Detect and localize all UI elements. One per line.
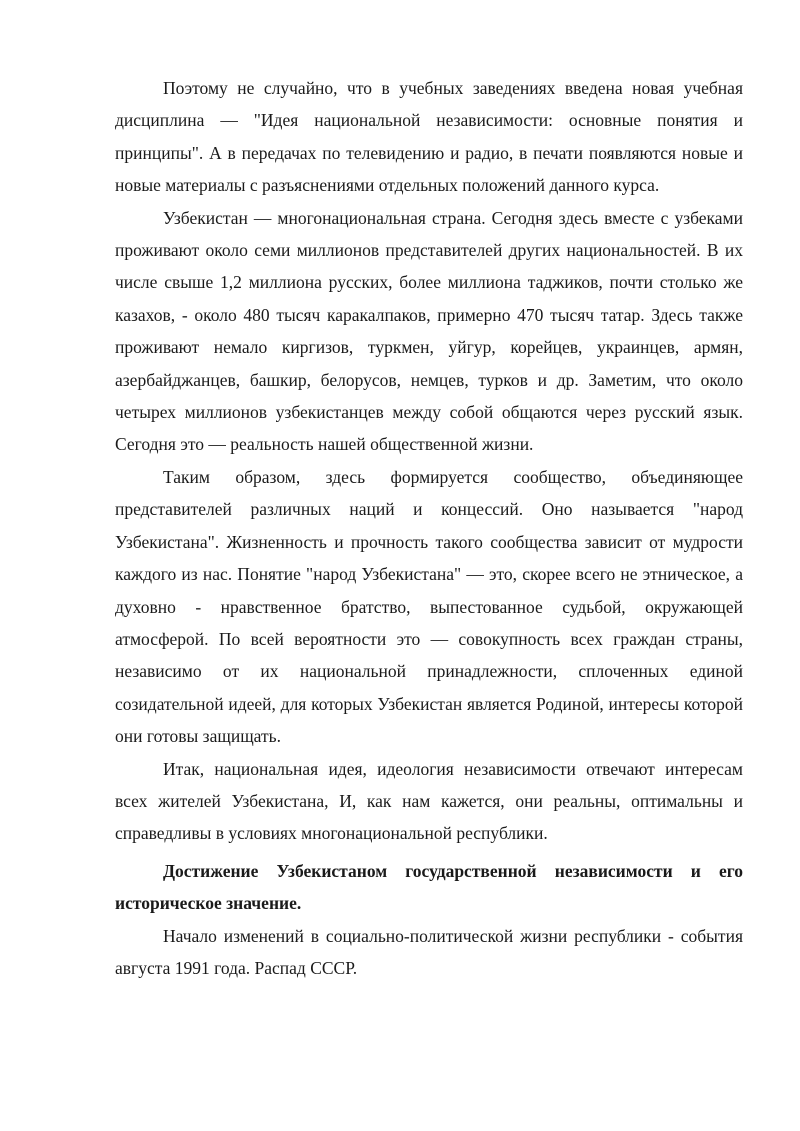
paragraph-4: Итак, национальная идея, идеология независимости отвечают интересам всех жителей Узбекистана, И, как нам кажется, они реальны, оптимальны и справедливы в условиях многонациональной республики. <box>115 758 743 844</box>
section-heading: Достижение Узбекистаном государственной независимости и его историческое значение. <box>115 860 743 914</box>
document-body <box>115 72 743 984</box>
paragraph-2: Узбекистан — многонациональная страна. Сегодня здесь вместе с узбеками проживают около семи миллионов представителей других национальностей. В их числе свыше 1,2 миллиона русских, более миллиона таджиков, почти столько же казахов, - около 480 тысяч каракалпаков, примерно 470 тысяч татар. Здесь также проживают немало киргизов, туркмен, уйгур, корейцев, украинцев, армян, азербайджанцев, башкир, белорусов, немцев, турков и др. Заметим, что около четырех миллионов узбекистанцев между собой общаются через русский язык. Сегодня это — реальность нашей общественной жизни. <box>115 207 743 455</box>
paragraph-3: Таким образом, здесь формируется сообщество, объединяющее представителей различных наций и концессий. Оно называется "народ Узбекистана". Жизненность и прочность такого сообщества зависит от мудрости каждого из нас. Понятие "народ Узбекистана" — это, скорее всего не этническое, а духовно - нравственное братство, выпестованное судьбой, окружающей атмосферой. По всей вероятности это — совокупность всех граждан страны, независимо от их национальной принадлежности, сплоченных единой созидательной идеей, для которых Узбекистан является Родиной, интересы которой они готовы защищать. <box>115 466 743 747</box>
paragraph-1: Поэтому не случайно, что в учебных заведениях введена новая учебная дисциплина — "Идея национальной независимости: основные понятия и принципы". А в передачах по телевидению и радио, в печати появляются новые и новые материалы с разъяснениями отдельных положений данного курса. <box>115 78 743 196</box>
paragraph-5: Начало изменений в социально-политической жизни республики - события августа 1991 года. Распад СССР. <box>115 925 743 978</box>
